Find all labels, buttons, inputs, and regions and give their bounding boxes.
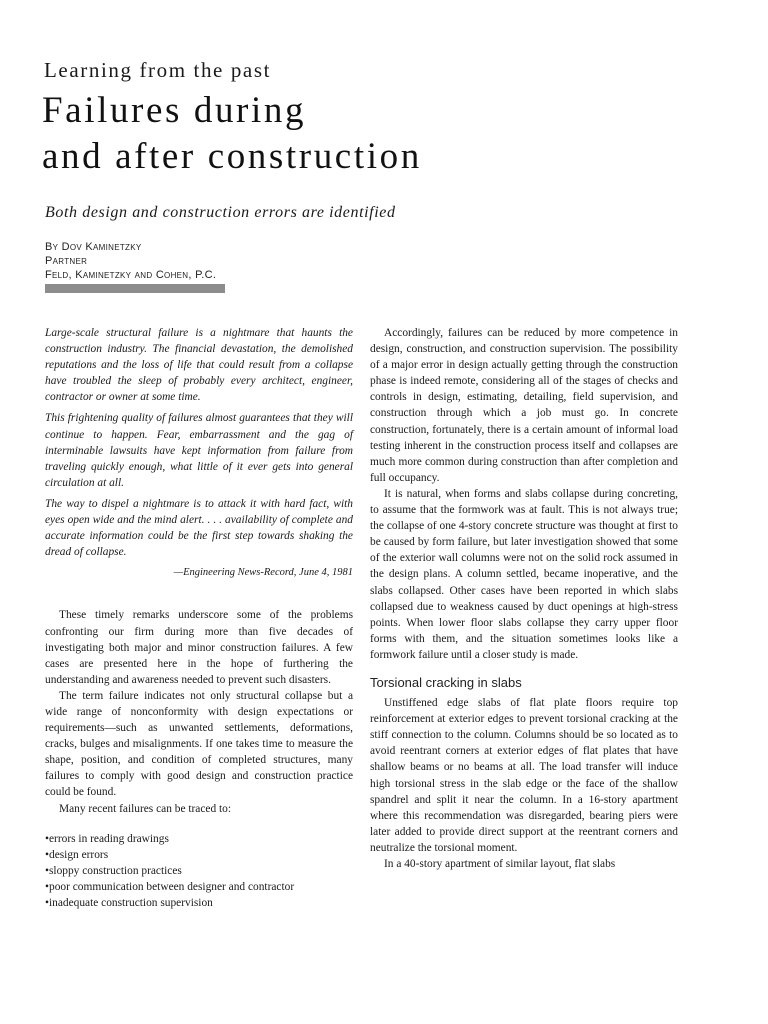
right-column [370,325,678,872]
list-item: • poor communication between designer and contractor [45,879,353,895]
byline-divider [45,284,225,293]
intro-quote [45,325,353,581]
body-paragraph: In a 40-story apartment of similar layout, flat slabs [384,858,616,870]
body-paragraph: Many recent failures can be traced to: [59,802,232,815]
title-line-2: and after construction [42,136,422,177]
body-paragraph: Unstiffened edge slabs of flat plate floors require top reinforcement at exterior edges to prevent torsional cracking at the stiff connection to the column. Columns should be so located as to avoid reentrant corners at exterior edges of flat plates that have shallow beams or no beams at all. The load transfer will induce high torsional stress in the slab edge or the face of the shallow spandrel and split it near the column. In a 16-story apartment where this recommendation was disregarded, bearing piers were later added to provide direct support at the reentrant corners and neutralize the torsional moment. [370,697,678,854]
byline-firm: Feld, Kaminetzky and Cohen, P.C. [45,269,217,281]
title-line-1: Failures during [42,90,307,131]
list-item: • errors in reading drawings [45,831,353,847]
failure-causes-list [45,831,353,911]
body-paragraph: These timely remarks underscore some of the problems confronting our firm during more than five decades of investigating both major and minor construction failures. A few cases are presented here in the hope of furthering the understanding and awareness needed to prevent such disasters. [45,609,353,686]
left-column [45,325,353,911]
article-subtitle: Both design and construction errors are identified [45,204,396,221]
list-item: • sloppy construction practices [45,863,353,879]
body-paragraph: The term failure indicates not only structural collapse but a wide range of nonconformity with design expectations or requirements—such as unwanted settlements, deformations, cracks, bulges and misalignments. If one takes time to measure the shape, position, and condition of completed structures, many failures to comply with good design and construction practice could be found. [45,689,353,799]
list-item: • design errors [45,847,353,863]
article-kicker: Learning from the past [44,58,272,82]
right-body [370,325,678,872]
left-body [45,607,353,911]
intro-paragraph: Large-scale structural failure is a nightmare that haunts the construction industry. The financial devastation, the demolished reputations and the loss of life that could result from a collapse have troubled the sleep of probably every architect, engineer, contractor or owner at some time. [45,327,353,404]
quote-attribution: —Engineering News-Record, June 4, 1981 [173,567,353,579]
byline [45,240,216,282]
list-item: • inadequate construction supervision [45,895,353,911]
intro-paragraph: This frightening quality of failures almost guarantees that they will continue to happen. Fear, embarrassment and the gag of interminable lawsuits have kept information from failure from traveling quickly enough, what little of it ever gets into general circulation at all. [45,412,353,489]
intro-paragraph: The way to dispel a nightmare is to attack it with hard fact, with eyes open wide and the mind alert. . . . availability of complete and accurate information could be the first step towards shaking the dread of collapse. [45,497,353,559]
byline-author: By Dov Kaminetzky [45,241,142,253]
body-paragraph: Accordingly, failures can be reduced by more competence in design, construction, and construction supervision. The possibility of a major error in design actually getting through the construction phase is indeed remote, considering all of the stages of checks and controls in design, estimating, detailing, field supervision, and construction through which a job must go. In concrete construction, fortunately, there is a certain amount of informal load testing inherent in the construction process itself and collapses are much more common during construction than after completion and full occupancy. [370,327,678,484]
body-paragraph: It is natural, when forms and slabs collapse during concreting, to assume that the formwork was at fault. This is not always true; the collapse of one 4-story concrete structure was thought at first to be caused by form failure, but later investigation showed that some of the exterior wall columns were not on the solid rock assumed in the design plans. A column settled, became inoperative, and the slabs collapsed. Other cases have been reported in which slabs collapsed due to weakness caused by duct openings at high-stress points. When lower floor slabs collapse they carry upper floor forms with them, and the situation sometimes looks like a formwork failure until a closer study is made. [370,487,678,661]
byline-position: Partner [45,255,88,267]
section-heading: Torsional cracking in slabs [370,674,522,690]
article-title [42,88,422,180]
